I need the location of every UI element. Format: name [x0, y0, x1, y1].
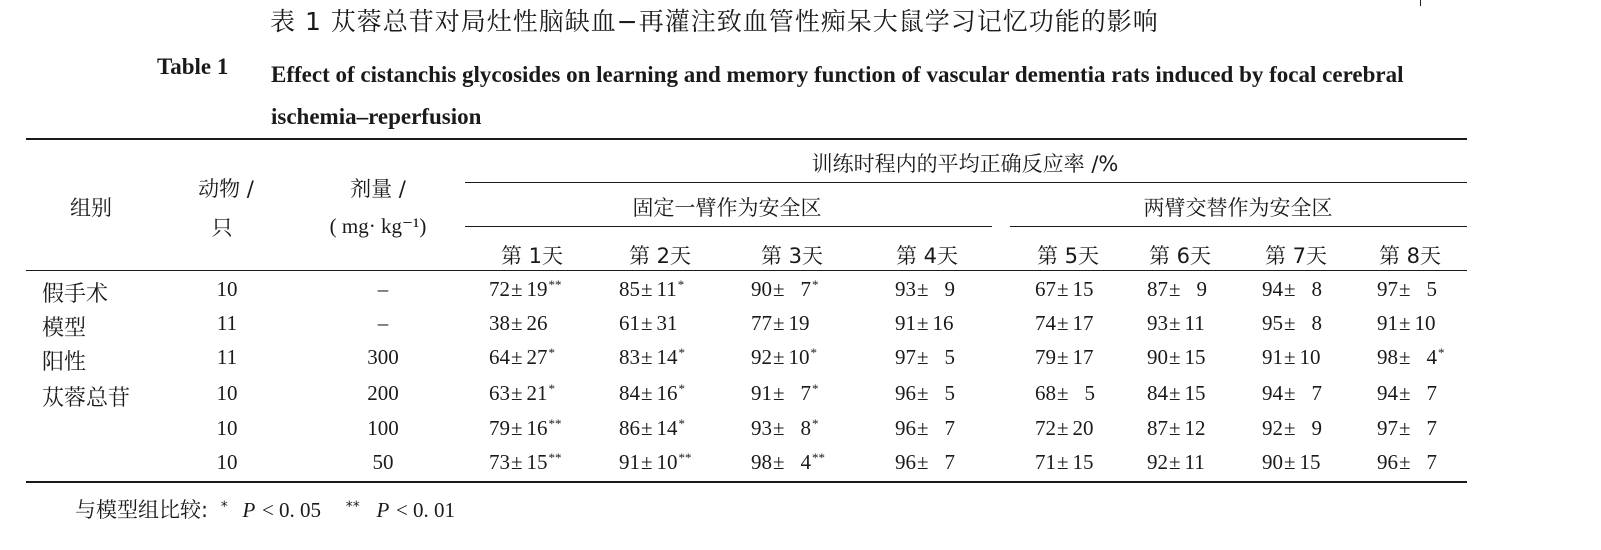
cell-day-5: [1035, 277, 1095, 302]
cell-sd: 16: [526, 416, 548, 440]
cell-mean: 91: [619, 450, 640, 474]
cell-sd: 14: [656, 345, 678, 369]
cell-day-4: [895, 345, 956, 370]
plus-minus-symbol: ±: [917, 381, 929, 405]
cell-sd: 7: [800, 277, 812, 301]
plus-minus-symbol: ±: [1284, 450, 1296, 474]
cell-mean: 96: [895, 416, 916, 440]
plus-minus-symbol: ±: [773, 416, 785, 440]
cell-sd: 7: [1426, 381, 1438, 405]
cell-day-8: [1377, 381, 1438, 406]
cell-mean: 67: [1035, 277, 1056, 301]
cell-sd: 7: [944, 450, 956, 474]
cell-sd: 10: [656, 450, 678, 474]
cell-day-3: [751, 345, 817, 370]
page-corner-mark: [1420, 0, 1421, 6]
cell-mean: 97: [1377, 416, 1398, 440]
footnote-p1-label: P: [242, 498, 256, 522]
row-animal-count: 11: [216, 311, 238, 335]
plus-minus-symbol: ±: [641, 416, 653, 440]
cell-mean: 87: [1147, 277, 1168, 301]
cell-mean: 72: [489, 277, 510, 301]
cell-mean: 98: [751, 450, 772, 474]
cell-sd: 5: [1084, 381, 1096, 405]
plus-minus-symbol: ±: [1399, 345, 1411, 369]
plus-minus-symbol: ±: [917, 311, 929, 335]
cell-sd: 11: [1184, 450, 1205, 474]
header-day-3: 第 3天: [760, 244, 824, 268]
cell-day-4: [895, 450, 956, 475]
plus-minus-symbol: ±: [641, 277, 653, 301]
plus-minus-symbol: ±: [1169, 381, 1181, 405]
plus-minus-symbol: ±: [1057, 381, 1069, 405]
header-fixed-arm: 固定一臂作为安全区: [632, 196, 822, 220]
table-footnote: [75, 494, 455, 524]
cell-sd: 8: [800, 416, 812, 440]
cell-sd: 17: [1072, 345, 1094, 369]
row-dose: 100: [367, 416, 399, 440]
cell-day-7: [1262, 311, 1323, 336]
cell-mean: 96: [1377, 450, 1398, 474]
plus-minus-symbol: ±: [1169, 345, 1181, 369]
cell-mean: 97: [895, 345, 916, 369]
row-animal-count: 10: [216, 381, 238, 405]
row-animal-count: 10: [216, 277, 238, 301]
cell-significance: *: [812, 277, 819, 292]
footnote-p1-value: < 0. 05: [261, 498, 322, 522]
plus-minus-symbol: ±: [1284, 345, 1296, 369]
cell-sd: 15: [1184, 381, 1206, 405]
cell-significance: *: [678, 416, 686, 431]
cell-mean: 94: [1377, 381, 1398, 405]
header-animals-line1: 动物 /: [198, 177, 254, 201]
cell-significance: *: [812, 381, 819, 396]
cell-significance: **: [548, 450, 562, 465]
plus-minus-symbol: ±: [511, 311, 523, 335]
cell-sd: 17: [1072, 311, 1094, 335]
plus-minus-symbol: ±: [1284, 277, 1296, 301]
plus-minus-symbol: ±: [1399, 381, 1411, 405]
cell-significance: *: [678, 381, 686, 396]
footnote-prefix: 与模型组比较:: [75, 498, 209, 522]
header-day-1: 第 1天: [500, 244, 564, 268]
row-animal-count: 10: [216, 450, 238, 474]
cell-day-5: [1035, 311, 1095, 336]
cell-significance: *: [812, 416, 819, 431]
cell-mean: 91: [895, 311, 916, 335]
cell-significance: *: [678, 345, 686, 360]
cell-sd: 8: [1311, 277, 1323, 301]
plus-minus-symbol: ±: [1399, 277, 1411, 301]
header-dose-line1: 剂量 /: [350, 177, 406, 201]
header-rule-alternate: [1010, 226, 1467, 227]
cell-sd: 7: [1311, 381, 1323, 405]
cell-day-6: [1147, 450, 1206, 475]
plus-minus-symbol: ±: [511, 277, 523, 301]
cell-mean: 91: [1377, 311, 1398, 335]
plus-minus-symbol: ±: [1284, 381, 1296, 405]
plus-minus-symbol: ±: [1169, 416, 1181, 440]
cell-day-2: [619, 311, 679, 336]
header-day-5: 第 5天: [1036, 244, 1100, 268]
plus-minus-symbol: ±: [1284, 416, 1296, 440]
cell-day-5: [1035, 381, 1096, 406]
cell-sd: 5: [1426, 277, 1438, 301]
cell-sd: 27: [526, 345, 548, 369]
cell-day-4: [895, 416, 956, 441]
cell-mean: 90: [1147, 345, 1168, 369]
cell-mean: 93: [751, 416, 772, 440]
row-dose: 50: [372, 450, 394, 474]
cell-day-1: [489, 450, 562, 475]
cell-mean: 63: [489, 381, 510, 405]
cell-mean: 64: [489, 345, 510, 369]
cell-mean: 91: [751, 381, 772, 405]
plus-minus-symbol: ±: [641, 345, 653, 369]
cell-day-4: [895, 381, 956, 406]
cell-day-8: [1377, 345, 1445, 370]
cell-mean: 84: [619, 381, 640, 405]
cell-mean: 94: [1262, 381, 1283, 405]
cell-mean: 68: [1035, 381, 1056, 405]
cell-day-6: [1147, 345, 1207, 370]
cell-mean: 85: [619, 277, 640, 301]
cell-mean: 79: [489, 416, 510, 440]
table-title-en: Effect of cistanchis glycosides on learning and memory function of vascular dementia rats induced by focal cerebral ischemia–reperfusion: [271, 62, 1404, 129]
cell-day-7: [1262, 450, 1322, 475]
cell-significance: **: [678, 450, 692, 465]
cell-mean: 84: [1147, 381, 1168, 405]
cell-significance: *: [548, 381, 556, 396]
cell-day-2: [619, 450, 692, 475]
plus-minus-symbol: ±: [917, 416, 929, 440]
cell-sd: 5: [944, 345, 956, 369]
cell-sd: 10: [788, 345, 810, 369]
header-rule-main: [465, 182, 1467, 183]
plus-minus-symbol: ±: [1399, 416, 1411, 440]
header-day-8: 第 8天: [1378, 244, 1442, 268]
cell-sd: 7: [1426, 450, 1438, 474]
cell-mean: 90: [751, 277, 772, 301]
cell-mean: 92: [1147, 450, 1168, 474]
plus-minus-symbol: ±: [917, 277, 929, 301]
plus-minus-symbol: ±: [1057, 311, 1069, 335]
cell-sd: 9: [944, 277, 956, 301]
cell-mean: 96: [895, 450, 916, 474]
cell-day-3: [751, 450, 825, 475]
cell-sd: 12: [1184, 416, 1206, 440]
header-bottom-rule: [26, 270, 1467, 271]
cell-mean: 86: [619, 416, 640, 440]
cell-mean: 92: [751, 345, 772, 369]
cell-day-7: [1262, 277, 1323, 302]
cell-sd: 9: [1311, 416, 1323, 440]
row-animal-count: 10: [216, 416, 238, 440]
cell-mean: 77: [751, 311, 772, 335]
cell-mean: 83: [619, 345, 640, 369]
plus-minus-symbol: ±: [917, 450, 929, 474]
header-day-4: 第 4天: [895, 244, 959, 268]
row-dose: 200: [367, 381, 399, 405]
header-dose-line2: ( mg· kg⁻¹): [329, 214, 427, 238]
plus-minus-symbol: ±: [917, 345, 929, 369]
table-top-rule: [26, 138, 1467, 140]
plus-minus-symbol: ±: [1399, 450, 1411, 474]
cell-mean: 74: [1035, 311, 1056, 335]
cell-day-5: [1035, 416, 1095, 441]
cell-day-6: [1147, 416, 1207, 441]
cell-day-1: [489, 277, 562, 302]
header-day-6: 第 6天: [1148, 244, 1212, 268]
header-rule-fixed: [465, 226, 992, 227]
cell-sd: 31: [656, 311, 678, 335]
cell-sd: 15: [526, 450, 548, 474]
cell-day-1: [489, 381, 555, 406]
cell-day-8: [1377, 450, 1438, 475]
cell-mean: 97: [1377, 277, 1398, 301]
plus-minus-symbol: ±: [773, 311, 785, 335]
cell-mean: 73: [489, 450, 510, 474]
cell-mean: 95: [1262, 311, 1283, 335]
footnote-star2: **: [345, 499, 360, 515]
row-group-name: 苁蓉总苷: [42, 386, 131, 411]
cell-mean: 91: [1262, 345, 1283, 369]
plus-minus-symbol: ±: [1399, 311, 1411, 335]
row-group-name: 阳性: [42, 350, 87, 375]
plus-minus-symbol: ±: [773, 450, 785, 474]
row-dose: –: [377, 311, 389, 335]
plus-minus-symbol: ±: [1169, 311, 1181, 335]
cell-sd: 11: [656, 277, 677, 301]
plus-minus-symbol: ±: [1169, 277, 1181, 301]
plus-minus-symbol: ±: [641, 311, 653, 335]
cell-sd: 19: [788, 311, 810, 335]
cell-day-3: [751, 311, 811, 336]
cell-sd: 11: [1184, 311, 1205, 335]
cell-significance: **: [548, 416, 562, 431]
cell-day-8: [1377, 277, 1438, 302]
cell-day-7: [1262, 381, 1323, 406]
cell-mean: 90: [1262, 450, 1283, 474]
cell-mean: 96: [895, 381, 916, 405]
cell-significance: *: [810, 345, 818, 360]
plus-minus-symbol: ±: [511, 450, 523, 474]
cell-sd: 8: [1311, 311, 1323, 335]
plus-minus-symbol: ±: [1057, 416, 1069, 440]
cell-mean: 79: [1035, 345, 1056, 369]
cell-mean: 98: [1377, 345, 1398, 369]
plus-minus-symbol: ±: [511, 416, 523, 440]
cell-sd: 15: [1072, 277, 1094, 301]
header-animals-line2: 只: [211, 216, 233, 240]
header-group: 组别: [70, 196, 112, 220]
cell-sd: 7: [800, 381, 812, 405]
cell-day-3: [751, 416, 819, 441]
cell-day-3: [751, 277, 819, 302]
cell-significance: *: [677, 277, 685, 292]
row-group-name: 模型: [42, 316, 87, 341]
cell-sd: 20: [1072, 416, 1094, 440]
plus-minus-symbol: ±: [773, 345, 785, 369]
cell-sd: 7: [944, 416, 956, 440]
cell-day-1: [489, 345, 555, 370]
cell-day-7: [1262, 416, 1323, 441]
plus-minus-symbol: ±: [511, 381, 523, 405]
cell-day-2: [619, 345, 685, 370]
cell-mean: 38: [489, 311, 510, 335]
cell-day-6: [1147, 381, 1207, 406]
cell-significance: *: [1438, 345, 1445, 360]
header-day-7: 第 7天: [1264, 244, 1328, 268]
cell-sd: 4: [1426, 345, 1438, 369]
plus-minus-symbol: ±: [1169, 450, 1181, 474]
row-group-name: 假手术: [42, 282, 109, 307]
cell-day-2: [619, 416, 685, 441]
plus-minus-symbol: ±: [1284, 311, 1296, 335]
cell-mean: 93: [1147, 311, 1168, 335]
cell-sd: 10: [1299, 345, 1321, 369]
cell-day-8: [1377, 416, 1438, 441]
cell-mean: 87: [1147, 416, 1168, 440]
cell-sd: 7: [1426, 416, 1438, 440]
cell-day-3: [751, 381, 819, 406]
cell-sd: 15: [1184, 345, 1206, 369]
cell-day-7: [1262, 345, 1322, 370]
cell-significance: **: [548, 277, 562, 292]
cell-sd: 16: [932, 311, 954, 335]
plus-minus-symbol: ±: [641, 381, 653, 405]
cell-mean: 61: [619, 311, 640, 335]
cell-sd: 4: [800, 450, 812, 474]
cell-day-1: [489, 311, 549, 336]
footnote-p2-label: P: [376, 498, 390, 522]
plus-minus-symbol: ±: [1057, 450, 1069, 474]
cell-sd: 9: [1196, 277, 1208, 301]
table-title-cn: 表 1 苁蓉总苷对局灶性脑缺血−再灌注致血管性痴呆大鼠学习记忆功能的影响: [270, 7, 1159, 36]
footnote-star1: *: [220, 499, 228, 515]
cell-significance: *: [548, 345, 556, 360]
cell-day-2: [619, 381, 685, 406]
row-animal-count: 11: [216, 345, 238, 369]
cell-day-2: [619, 277, 684, 302]
cell-mean: 92: [1262, 416, 1283, 440]
plus-minus-symbol: ±: [773, 381, 785, 405]
cell-sd: 19: [526, 277, 548, 301]
cell-day-5: [1035, 345, 1095, 370]
row-dose: 300: [367, 345, 399, 369]
header-alternate-arm: 两臂交替作为安全区: [1143, 196, 1333, 220]
cell-day-4: [895, 277, 956, 302]
cell-mean: 72: [1035, 416, 1056, 440]
cell-day-4: [895, 311, 955, 336]
cell-sd: 15: [1072, 450, 1094, 474]
plus-minus-symbol: ±: [773, 277, 785, 301]
header-day-2: 第 2天: [628, 244, 692, 268]
cell-day-8: [1377, 311, 1437, 336]
footnote-p2-value: < 0. 01: [395, 498, 456, 522]
cell-sd: 26: [526, 311, 548, 335]
cell-mean: 93: [895, 277, 916, 301]
cell-sd: 14: [656, 416, 678, 440]
cell-mean: 71: [1035, 450, 1056, 474]
cell-day-6: [1147, 277, 1208, 302]
plus-minus-symbol: ±: [1057, 345, 1069, 369]
cell-sd: 10: [1414, 311, 1436, 335]
cell-day-5: [1035, 450, 1095, 475]
cell-day-6: [1147, 311, 1206, 336]
cell-sd: 15: [1299, 450, 1321, 474]
cell-mean: 94: [1262, 277, 1283, 301]
table-title-en-label: Table 1: [157, 54, 229, 79]
cell-sd: 21: [526, 381, 548, 405]
cell-significance: **: [812, 450, 826, 465]
plus-minus-symbol: ±: [1057, 277, 1069, 301]
header-main: 训练时程内的平均正确反应率 /%: [811, 152, 1119, 176]
table-bottom-rule: [26, 481, 1467, 483]
row-dose: –: [377, 277, 389, 301]
plus-minus-symbol: ±: [511, 345, 523, 369]
cell-day-1: [489, 416, 562, 441]
plus-minus-symbol: ±: [641, 450, 653, 474]
cell-sd: 16: [656, 381, 678, 405]
cell-sd: 5: [944, 381, 956, 405]
